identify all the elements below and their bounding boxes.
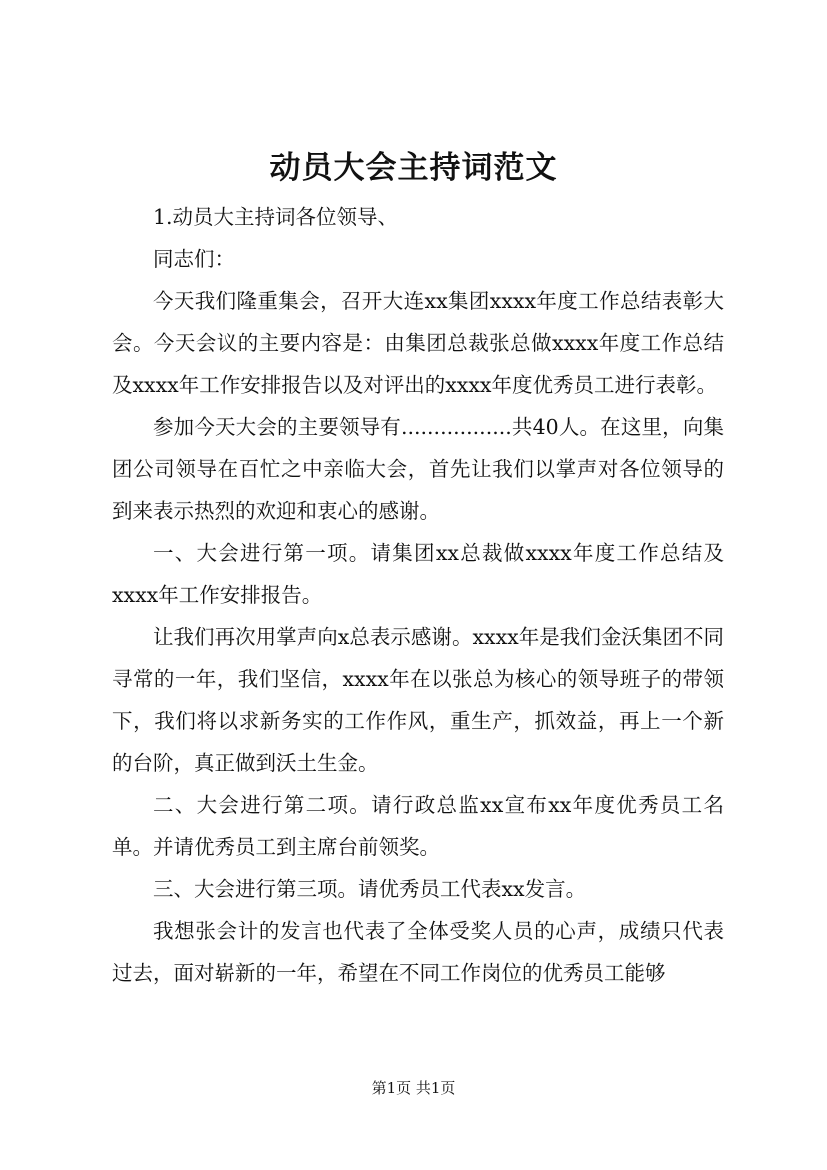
paragraph: 让我们再次用掌声向x总表示感谢。xxxx年是我们金沃集团不同寻常的一年，我们坚信，xxxx年在以张总为核心的领导班子的带领下，我们将以求新务实的工作作风，重生产，抓效益，再上一个新的台阶，真正做到沃土生金。 <box>112 625 724 775</box>
paragraph: 我想张会计的发言也代表了全体受奖人员的心声，成绩只代表过去，面对崭新的一年，希望在不同工作岗位的优秀员工能够 <box>112 919 724 985</box>
page-footer: 第1页 共1页 <box>371 1079 456 1097</box>
paragraph: 参加今天大会的主要领导有.................共40人。在这里，向集团公司领导在百忙之中亲临大会，首先让我们以掌声对各位领导的到来表示热烈的欢迎和衷心的感谢。 <box>112 415 724 523</box>
paragraph: 二、大会进行第二项。请行政总监xx宣布xx年度优秀员工名单。并请优秀员工到主席台前领奖。 <box>112 793 724 859</box>
paragraph: 一、大会进行第一项。请集团xx总裁做xxxx年度工作总结及xxxx年工作安排报告。 <box>112 541 724 607</box>
paragraph: 1.动员大主持词各位领导、 <box>153 205 399 229</box>
document-body <box>112 196 724 994</box>
paragraph: 三、大会进行第三项。请优秀员工代表xx发言。 <box>153 877 587 901</box>
document-title: 动员大会主持词范文 <box>269 150 558 186</box>
paragraph: 今天我们隆重集会，召开大连xx集团xxxx年度工作总结表彰大会。今天会议的主要内容是：由集团总裁张总做xxxx年度工作总结及xxxx年工作安排报告以及对评出的xxxx年度优秀员工进行表彰。 <box>112 289 724 397</box>
paragraph: 同志们： <box>153 247 235 271</box>
